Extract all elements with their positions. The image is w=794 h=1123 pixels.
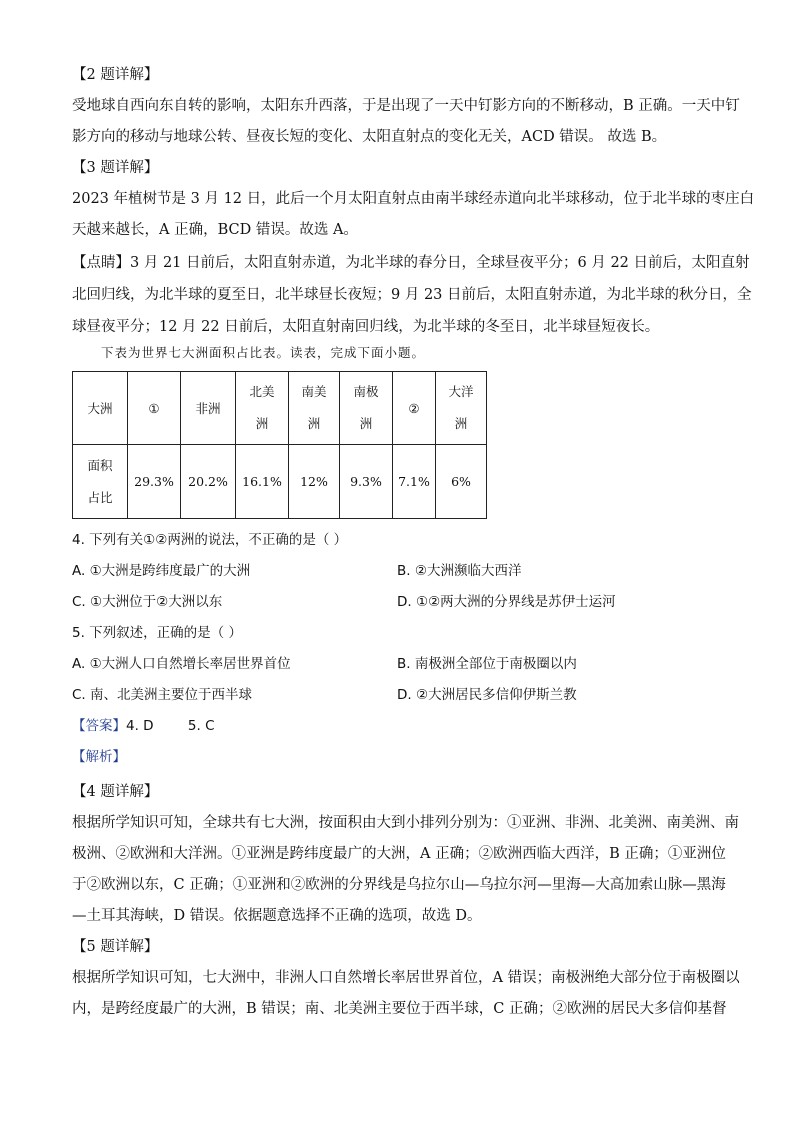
table-cell: 7.1% <box>393 445 436 519</box>
q3-text-line-1: 2023 年植树节是 3 月 12 日，此后一个月太阳直射点由南半球经赤道向北半球移动，位于北半球的枣庄白 <box>72 191 755 207</box>
table-cell-text: 大洋 洲 <box>448 384 474 431</box>
q5-detail-line-2: 内，是跨经度最广的大洲，B 错误；南、北美洲主要位于西半球，C 正确；②欧洲的居民大多信仰基督 <box>72 1001 727 1017</box>
tip-line-3: 球昼夜平分；12 月 22 日前后，太阳直射南回归线，为北半球的冬至日，北半球昼短夜长。 <box>72 319 660 335</box>
table-intro: 下表为世界七大洲面积占比表。读表，完成下面小题。 <box>101 345 426 360</box>
q4-detail-line-4: —土耳其海峡，D 错误。依据题意选择不正确的选项，故选 D。 <box>72 908 482 924</box>
q5-option-a: A. ①大洲人口自然增长率居世界首位 <box>72 656 291 672</box>
q4-option-d: D. ①②两大洲的分界线是苏伊士运河 <box>397 594 616 610</box>
q2-text-line-2: 影方向的移动与地球公转、昼夜长短的变化、太阳直射点的变化无关，ACD 错误。 故选 B。 <box>72 129 667 145</box>
table-cell-text: 北美 洲 <box>249 384 275 431</box>
table-cell <box>340 372 393 445</box>
table-cell: 非洲 <box>181 372 236 445</box>
table-row-continents <box>73 372 487 445</box>
continent-area-table <box>72 371 487 519</box>
q2-text-line-1: 受地球自西向东自转的影响，太阳东升西落，于是出现了一天中钉影方向的不断移动，B 正确。一天中钉 <box>72 98 740 114</box>
q5-detail-line-1: 根据所学知识可知，七大洲中，非洲人口自然增长率居世界首位，A 错误；南极洲绝大部分位于南极圈以 <box>72 970 740 986</box>
table-row-label: 大洲 <box>73 372 128 445</box>
tip-line-1: 【点睛】3 月 21 日前后，太阳直射赤道，为北半球的春分日，全球昼夜平分；6 月 22 日前后，太阳直射 <box>72 255 750 271</box>
table-cell-text: 南极 洲 <box>353 384 379 431</box>
tip-line-2: 北回归线，为北半球的夏至日，北半球昼长夜短；9 月 23 日前后，太阳直射赤道，为北半球的秋分日，全 <box>72 287 752 303</box>
table-cell: ② <box>393 372 436 445</box>
q4-option-a: A. ①大洲是跨纬度最广的大洲 <box>72 563 251 579</box>
answer-value: 4. D 5. C <box>126 718 215 734</box>
table-cell: 20.2% <box>181 445 236 519</box>
q5-detail-heading: 【5 题详解】 <box>72 939 159 955</box>
table-row-label <box>73 445 128 519</box>
table-cell <box>436 372 487 445</box>
q5-stem: 5. 下列叙述，正确的是（ ） <box>72 625 242 641</box>
q4-detail-heading: 【4 题详解】 <box>72 784 159 800</box>
table-cell: 16.1% <box>236 445 289 519</box>
q4-option-c: C. ①大洲位于②大洲以东 <box>72 594 223 610</box>
table-cell-text: 南美 洲 <box>301 384 327 431</box>
q4-option-b: B. ②大洲濒临大西洋 <box>397 563 522 579</box>
table-cell: 29.3% <box>128 445 181 519</box>
table-row-percentages <box>73 445 487 519</box>
table-cell: 9.3% <box>340 445 393 519</box>
table-cell <box>236 372 289 445</box>
q5-option-b: B. 南极洲全部位于南极圈以内 <box>397 656 577 672</box>
q5-option-d: D. ②大洲居民多信仰伊斯兰教 <box>397 687 577 703</box>
q2-heading: 【2 题详解】 <box>72 67 159 83</box>
table-cell: 12% <box>289 445 340 519</box>
table-cell <box>289 372 340 445</box>
q4-detail-line-1: 根据所学知识可知，全球共有七大洲，按面积由大到小排列分别为：①亚洲、非洲、北美洲、南美洲、南 <box>72 815 739 831</box>
answer-line <box>72 714 215 734</box>
analysis-label: 【解析】 <box>72 749 126 765</box>
table-cell: ① <box>128 372 181 445</box>
q5-option-c: C. 南、北美洲主要位于西半球 <box>72 687 253 703</box>
answer-label: 【答案】 <box>72 718 126 734</box>
table-cell: 6% <box>436 445 487 519</box>
q4-stem: 4. 下列有关①②两洲的说法，不正确的是（ ） <box>72 532 348 548</box>
q3-heading: 【3 题详解】 <box>72 160 159 176</box>
q4-detail-line-3: 于②欧洲以东，C 正确；①亚洲和②欧洲的分界线是乌拉尔山—乌拉尔河—里海—大高加索山脉—黑海 <box>72 877 726 893</box>
table-cell-text: 面积 占比 <box>87 457 113 505</box>
q3-text-line-2: 天越来越长，A 正确，BCD 错误。故选 A。 <box>72 222 358 238</box>
q4-detail-line-2: 极洲、②欧洲和大洋洲。①亚洲是跨纬度最广的大洲，A 正确；②欧洲西临大西洋，B 正确；①亚洲位 <box>72 846 726 862</box>
